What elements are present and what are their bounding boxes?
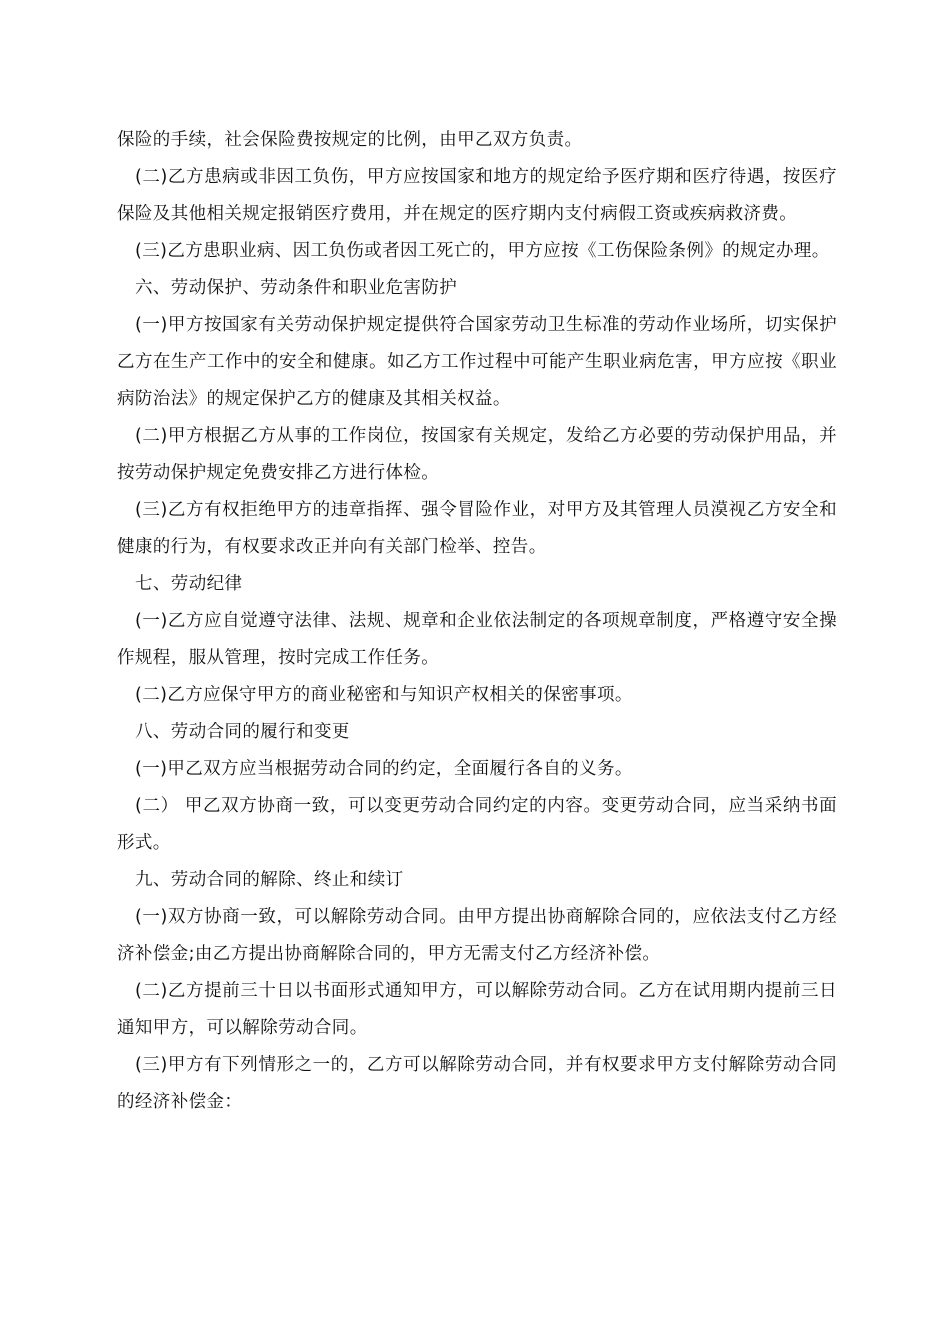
section-heading-labor-protection: 六、劳动保护、劳动条件和职业危害防护 (135, 278, 458, 298)
paragraph-occupational-disease: (三)乙方患职业病、因工负伤或者因工死亡的，甲方应按《工伤保险条例》的规定办理。 (135, 241, 830, 261)
paragraph-protective-equipment: (二)甲方根据乙方从事的工作岗位，按国家有关规定，发给乙方必要的劳动保护用品，并按劳动保护规定免费安排乙方进行体检。 (117, 426, 837, 483)
paragraph-change-contract: (二） 甲乙双方协商一致，可以变更劳动合同约定的内容。变更劳动合同，应当采纳书面形式。 (117, 796, 837, 853)
document-body (117, 122, 837, 1121)
paragraph-workplace-safety: (一)甲方按国家有关劳动保护规定提供符合国家劳动卫生标准的劳动作业场所，切实保护乙方在生产工作中的安全和健康。如乙方工作过程中可能产生职业病危害，甲方应按《职业病防治法》的规定保护乙方的健康及其相关权益。 (117, 315, 837, 409)
section-heading-termination: 九、劳动合同的解除、终止和续订 (135, 870, 404, 890)
section-heading-labor-discipline: 七、劳动纪律 (135, 574, 243, 594)
paragraph-insurance-continuation: 保险的手续，社会保险费按规定的比例，由甲乙双方负责。 (117, 130, 583, 150)
paragraph-comply-rules: (一)乙方应自觉遵守法律、法规、规章和企业依法制定的各项规章制度，严格遵守安全操作规程，服从管理，按时完成工作任务。 (117, 611, 837, 668)
paragraph-perform-obligations: (一)甲乙双方应当根据劳动合同的约定，全面履行各自的义务。 (135, 759, 633, 779)
paragraph-mutual-termination: (一)双方协商一致，可以解除劳动合同。由甲方提出协商解除合同的，应依法支付乙方经济补偿金;由乙方提出协商解除合同的，甲方无需支付乙方经济补偿。 (117, 907, 837, 964)
section-heading-performance-change: 八、劳动合同的履行和变更 (135, 722, 350, 742)
paragraph-confidentiality: (二)乙方应保守甲方的商业秘密和与知识产权相关的保密事项。 (135, 685, 633, 705)
paragraph-illness-injury: (二)乙方患病或非因工负伤，甲方应按国家和地方的规定给予医疗期和医疗待遇，按医疗保险及其他相关规定报销医疗费用，并在规定的医疗期内支付病假工资或疾病救济费。 (117, 167, 837, 224)
paragraph-right-to-refuse: (三)乙方有权拒绝甲方的违章指挥、强令冒险作业，对甲方及其管理人员漠视乙方安全和健康的行为，有权要求改正并向有关部门检举、控告。 (117, 500, 837, 557)
paragraph-notice-termination: (二)乙方提前三十日以书面形式通知甲方，可以解除劳动合同。乙方在试用期内提前三日通知甲方，可以解除劳动合同。 (117, 981, 837, 1038)
paragraph-employee-termination-conditions: (三)甲方有下列情形之一的，乙方可以解除劳动合同，并有权要求甲方支付解除劳动合同的经济补偿金： (117, 1055, 837, 1112)
